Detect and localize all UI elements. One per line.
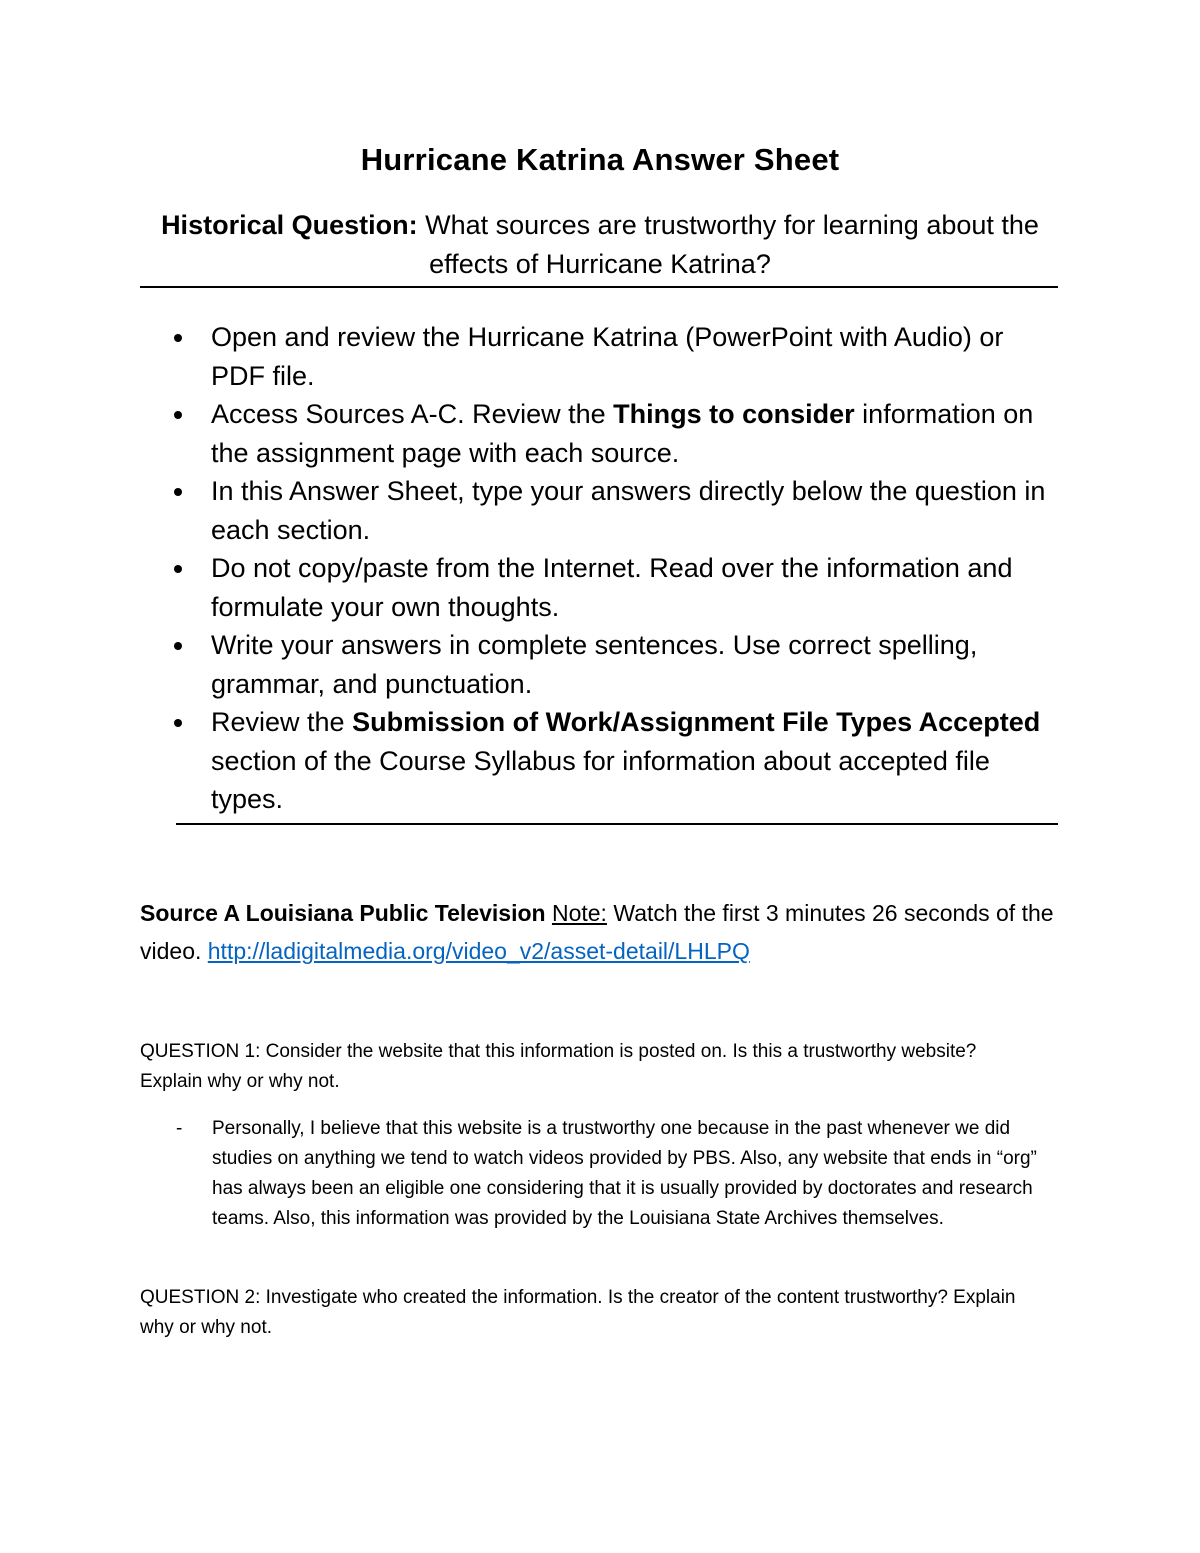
bullet-icon: [174, 411, 182, 419]
historical-question-text: What sources are trustworthy for learning about the effects of Hurricane Katrina?: [425, 210, 1039, 279]
answer-marker: -: [176, 1118, 183, 1139]
question-1: [140, 1037, 1040, 1097]
list-item: Review the Submission of Work/Assignment File Types Accepted section of the Course Syllabus for information about accepted file types.: [174, 703, 1064, 819]
instructions-list: [174, 318, 1064, 819]
top-divider: [140, 286, 1058, 288]
note-label: Note:: [551, 900, 607, 926]
list-item: Access Sources A-C. Review the Things to consider information on the assignment page with each source.: [174, 395, 1064, 472]
historical-question-label: Historical Question:: [161, 210, 418, 240]
question-2-text: Investigate who created the information. Is the creator of the content trustworthy? Explain why or why not.: [140, 1287, 1016, 1338]
document-title: Hurricane Katrina Answer Sheet: [360, 142, 840, 177]
bottom-divider: [176, 823, 1058, 825]
question-1-text: Consider the website that this information is posted on. Is this a trustworthy website? Explain why or why not.: [140, 1041, 977, 1092]
source-a-link[interactable]: http://ladigitalmedia.org/video_v2/asset-detail/LHLPQ: [207, 938, 750, 964]
question-1-label: QUESTION 1:: [140, 1041, 261, 1062]
list-item: In this Answer Sheet, type your answers directly below the question in each section.: [174, 472, 1064, 549]
bullet-icon: [174, 719, 182, 727]
list-item: Write your answers in complete sentences. Use correct spelling, grammar, and punctuation.: [174, 626, 1064, 703]
bullet-icon: [174, 642, 182, 650]
bullet-icon: [174, 565, 182, 573]
answer-1-text: Personally, I believe that this website is a trustworthy one because in the past whenever we did studies on anything we tend to watch videos provided by PBS. Also, any website that ends in “org” has always been an eligible one considering that it is usually provided by doctorates and research teams. Also, this information was provided by the Louisiana State Archives themselves.: [212, 1118, 1037, 1229]
historical-question: [140, 206, 1060, 284]
bullet-icon: [174, 334, 182, 342]
source-a-label: Source A Louisiana Public Television: [140, 900, 546, 926]
list-item: Do not copy/paste from the Internet. Read over the information and formulate your own thoughts.: [174, 549, 1064, 626]
source-a: [140, 894, 1070, 970]
question-2: [140, 1283, 1040, 1343]
note-text: Watch the first 3 minutes 26 seconds of the video.: [140, 900, 1054, 964]
answer-1[interactable]: [140, 1114, 1060, 1234]
question-2-label: QUESTION 2:: [140, 1287, 261, 1308]
bullet-icon: [174, 488, 182, 496]
list-item: Open and review the Hurricane Katrina (PowerPoint with Audio) or PDF file.: [174, 318, 1064, 395]
